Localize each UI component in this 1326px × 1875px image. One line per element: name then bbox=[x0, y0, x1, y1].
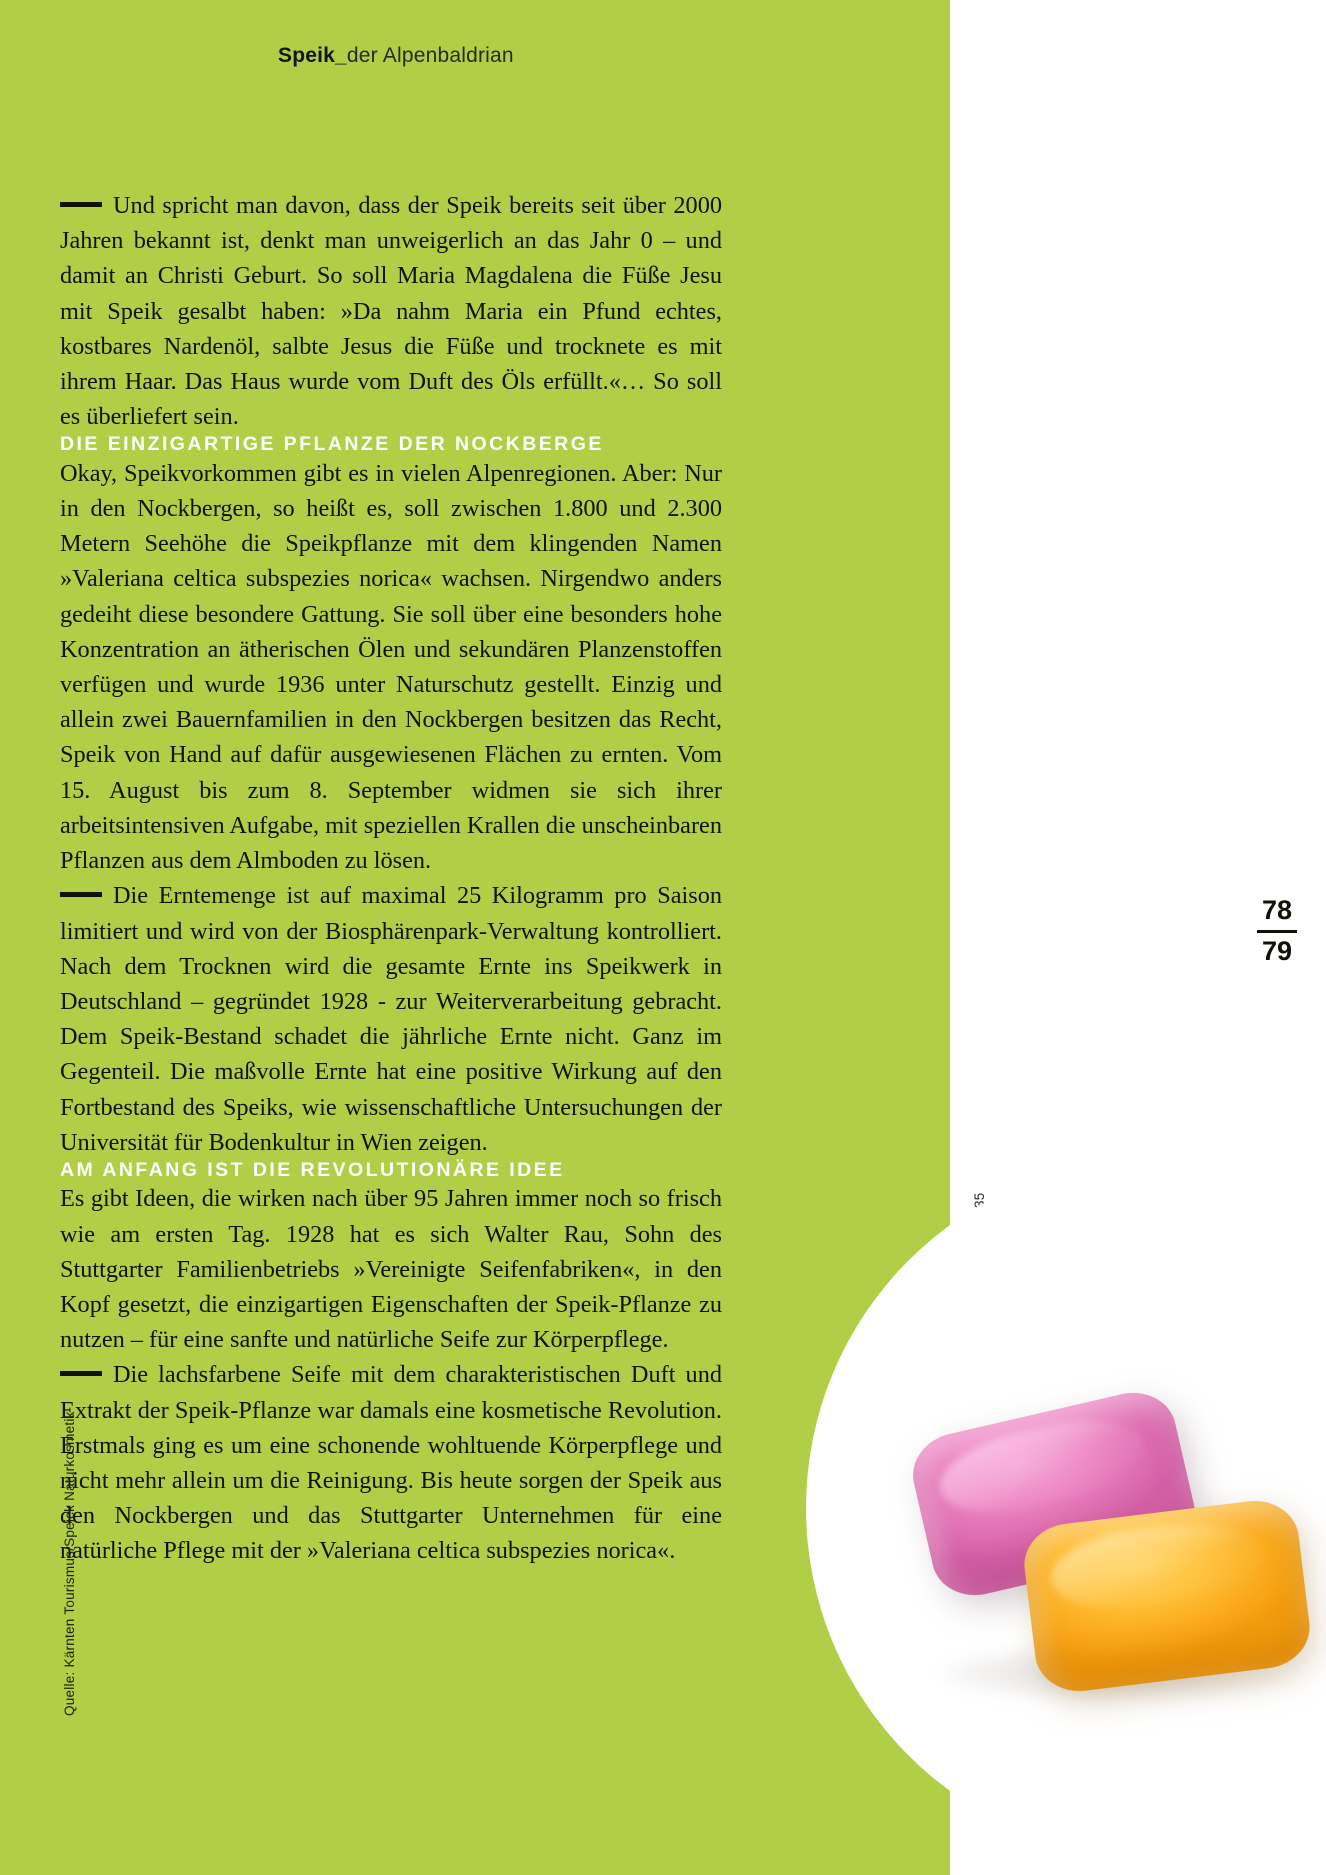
section-heading-nockberge: DIE EINZIGARTIGE PFLANZE DER NOCKBERGE bbox=[60, 433, 604, 456]
section-1-paragraph-1: Okay, Speikvorkommen gibt es in vielen Alpenregionen. Aber: Nur in den Nockbergen, so heißt es, soll zwischen 1.800 und 2.300 Metern Seehöhe die Speikpflanze mit dem klingenden Namen »Valeriana celtica subspezies norica« wachsen. Nirgendwo anders gedeiht diese besondere Gattung. Sie soll über eine besonders hohe Konzentration an ätherischen Ölen und sekundären Planzenstoffen verfügen und wurde 1936 unter Naturschutz gestellt. Einzig und allein zwei Bauernfamilien in den Nockbergen besitzen das Recht, Speik von Hand auf dafür ausgewiesenen Flächen zu ernten. Vom 15. August bis zum 8. September widmen sie sich ihrer arbeitsintensiven Aufgabe, mit speziellen Krallen die unscheinbaren Pflanzen aus dem Almboden zu lösen. bbox=[60, 459, 722, 875]
intro-paragraph-text: Und spricht man davon, dass der Speik bereits seit über 2000 Jahren bekannt ist, denkt man unweigerlich an das Jahr 0 – und damit an Christi Geburt. So soll Maria Magdalena die Füße Jesu mit Speik gesalbt haben: »Da nahm Maria ein Pfund echtes, kostbares Nardenöl, salbte Jesus die Füße und trocknete es mit ihrem Haar. Das Haus wurde vom Duft des Öls erfüllt.«… So soll es überliefert sein. bbox=[60, 192, 722, 431]
section-heading-revolutionaere-idee: AM ANFANG IST DIE REVOLUTIONÄRE IDEE bbox=[60, 1158, 565, 1181]
section-2-paragraph-2 bbox=[60, 1357, 722, 1568]
paragraph-dash-icon bbox=[60, 1371, 102, 1376]
running-head bbox=[278, 44, 514, 68]
intro-paragraph bbox=[60, 188, 722, 434]
paragraph-dash-icon bbox=[60, 892, 102, 897]
page-number-folio bbox=[1253, 895, 1301, 968]
section-2-paragraph-2-text: Die lachsfarbene Seife mit dem charakteristischen Duft und Extrakt der Speik-Pflanze war damals eine kosmetische Revolution. Erstmals ging es um eine schonende wohltuende Körperpflege und nicht mehr allein um die Reinigung. Bis heute sorgen der Speik aus den Nockbergen und das Stuttgarter Unternehmen für eine natürliche Pflege mit der »Valeriana celtica subspezies norica«. bbox=[60, 1361, 722, 1565]
section-2-paragraph-1: Es gibt Ideen, die wirken nach über 95 Jahren immer noch so frisch wie am ersten Tag. 1928 hat es sich Walter Rau, Sohn des Stuttgarter Familienbetriebs »Vereinigte Seifenfabriken«, in den Kopf gesetzt, die einzigartigen Eigenschaften der Speik-Pflanze zu nutzen – für eine sanfte und natürliche Seife zur Körperpflege. bbox=[60, 1185, 722, 1354]
paragraph-dash-icon bbox=[60, 202, 102, 207]
page-number-bottom: 79 bbox=[1261, 935, 1293, 966]
page-number-top: 78 bbox=[1261, 895, 1293, 925]
folio-divider bbox=[1257, 930, 1297, 933]
orange-soap-bar bbox=[1020, 1496, 1314, 1696]
running-head-subtitle: der Alpenbaldrian bbox=[346, 44, 514, 67]
section-1-paragraph-2-text: Die Erntemenge ist auf maximal 25 Kilogramm pro Saison limitiert und wird von der Biosphärenpark-Verwaltung kontrolliert. Nach dem Trocknen wird die gesamte Ernte ins Speikwerk in Deutschland – gegründet 1928 - zur Weiterverarbeitung gebracht. Dem Speik-Bestand schadet die jährliche Ernte nicht. Ganz im Gegenteil. Die maßvolle Ernte hat eine positive Wirkung auf den Fortbestand des Speiks, wie wissenschaftliche Untersuchungen der Universität für Bodenkultur in Wien zeigen. bbox=[60, 882, 722, 1156]
article-text-column bbox=[60, 188, 722, 1569]
source-credit: Quelle: Kärnten Tourismus/Speick Naturkosmetik bbox=[62, 1411, 77, 1716]
running-head-title: Speik_ bbox=[278, 44, 347, 67]
section-1-paragraph-2 bbox=[60, 878, 722, 1160]
